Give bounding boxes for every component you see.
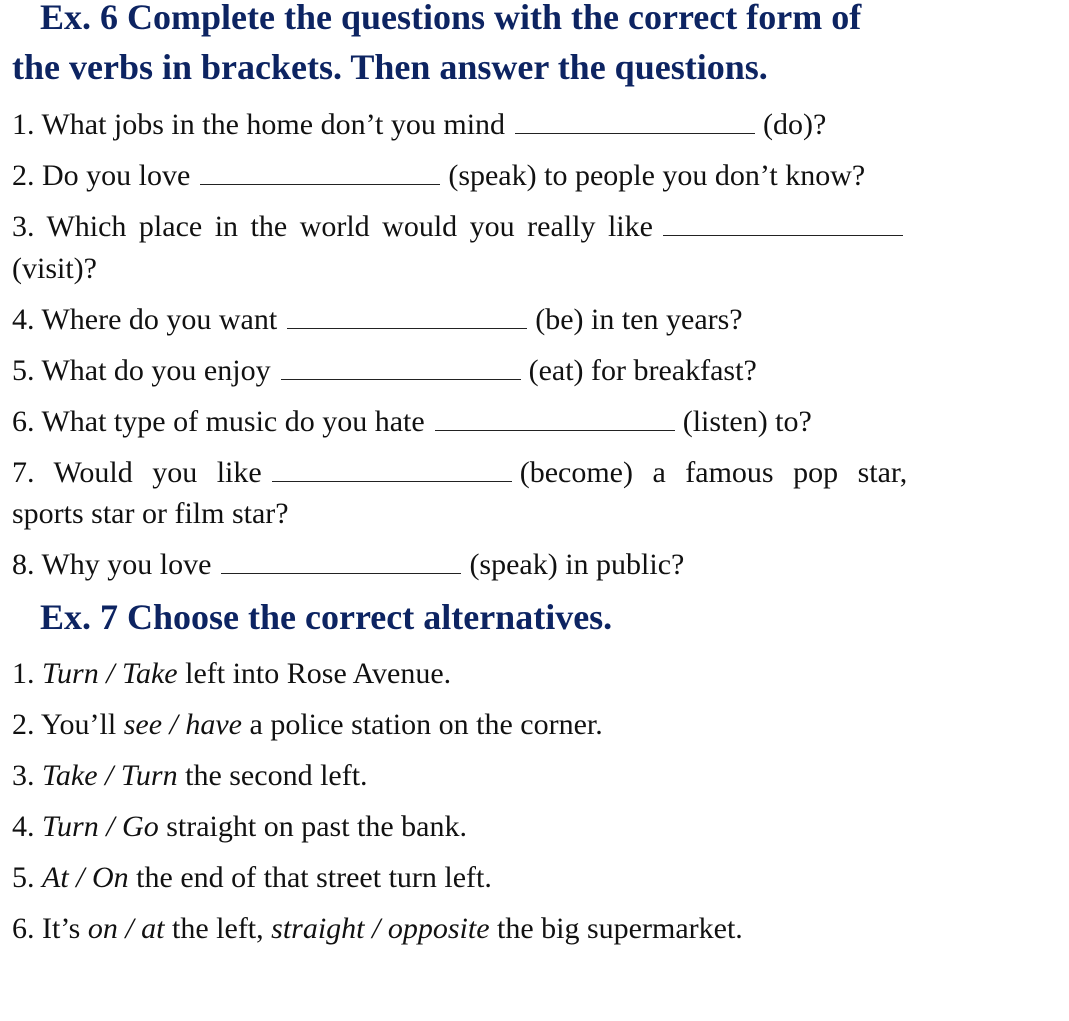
- ex7-item-2: 2. You’ll see / have a police station on the corner.: [12, 708, 603, 741]
- ex6-item-6: 6. What type of music do you hate (listen) to?: [12, 400, 812, 442]
- ex7-item-4: 4. Turn / Go straight on past the bank.: [12, 810, 467, 843]
- alternatives[interactable]: At / On: [42, 861, 129, 894]
- answer-blank[interactable]: [281, 349, 521, 380]
- alternatives[interactable]: see / have: [123, 708, 242, 741]
- alternatives[interactable]: Turn / Go: [42, 810, 159, 843]
- answer-blank[interactable]: [221, 543, 461, 574]
- alternatives[interactable]: on / at: [87, 912, 165, 945]
- alternatives[interactable]: Turn / Take: [42, 657, 178, 690]
- ex6-item-7: 7. Would you like (become) a famous pop star,: [12, 451, 907, 493]
- ex7-title: Ex. 7 Choose the correct alternatives.: [40, 597, 613, 637]
- ex7-item-1: 1. Turn / Take left into Rose Avenue.: [12, 657, 452, 690]
- ex7-item-5: 5. At / On the end of that street turn left.: [12, 861, 492, 894]
- alternatives[interactable]: straight / opposite: [271, 912, 490, 945]
- alternatives[interactable]: Take / Turn: [42, 759, 178, 792]
- answer-blank[interactable]: [287, 298, 527, 329]
- ex6-item-4: 4. Where do you want (be) in ten years?: [12, 298, 743, 340]
- ex7-item-6: 6. It’s on / at the left, straight / opposite the big supermarket.: [12, 912, 743, 945]
- ex6-item-1: 1. What jobs in the home don’t you mind (do)?: [12, 103, 826, 145]
- ex6-title-line1: Ex. 6 Complete the questions with the correct form of: [40, 0, 862, 37]
- answer-blank[interactable]: [272, 451, 512, 482]
- ex6-item-3: 3. Which place in the world would you really like: [12, 205, 911, 247]
- ex6-item-7-cont: sports star or film star?: [12, 497, 289, 530]
- ex6-item-3-cont: (visit)?: [12, 252, 97, 285]
- ex6-title-line2: the verbs in brackets. Then answer the questions.: [12, 47, 768, 87]
- answer-blank[interactable]: [663, 205, 903, 236]
- answer-blank[interactable]: [435, 400, 675, 431]
- answer-blank[interactable]: [515, 103, 755, 134]
- ex6-item-5: 5. What do you enjoy (eat) for breakfast?: [12, 349, 757, 391]
- ex7-item-3: 3. Take / Turn the second left.: [12, 759, 368, 792]
- answer-blank[interactable]: [200, 154, 440, 185]
- ex6-item-8: 8. Why you love (speak) in public?: [12, 543, 684, 585]
- ex6-item-2: 2. Do you love (speak) to people you don’t know?: [12, 154, 865, 196]
